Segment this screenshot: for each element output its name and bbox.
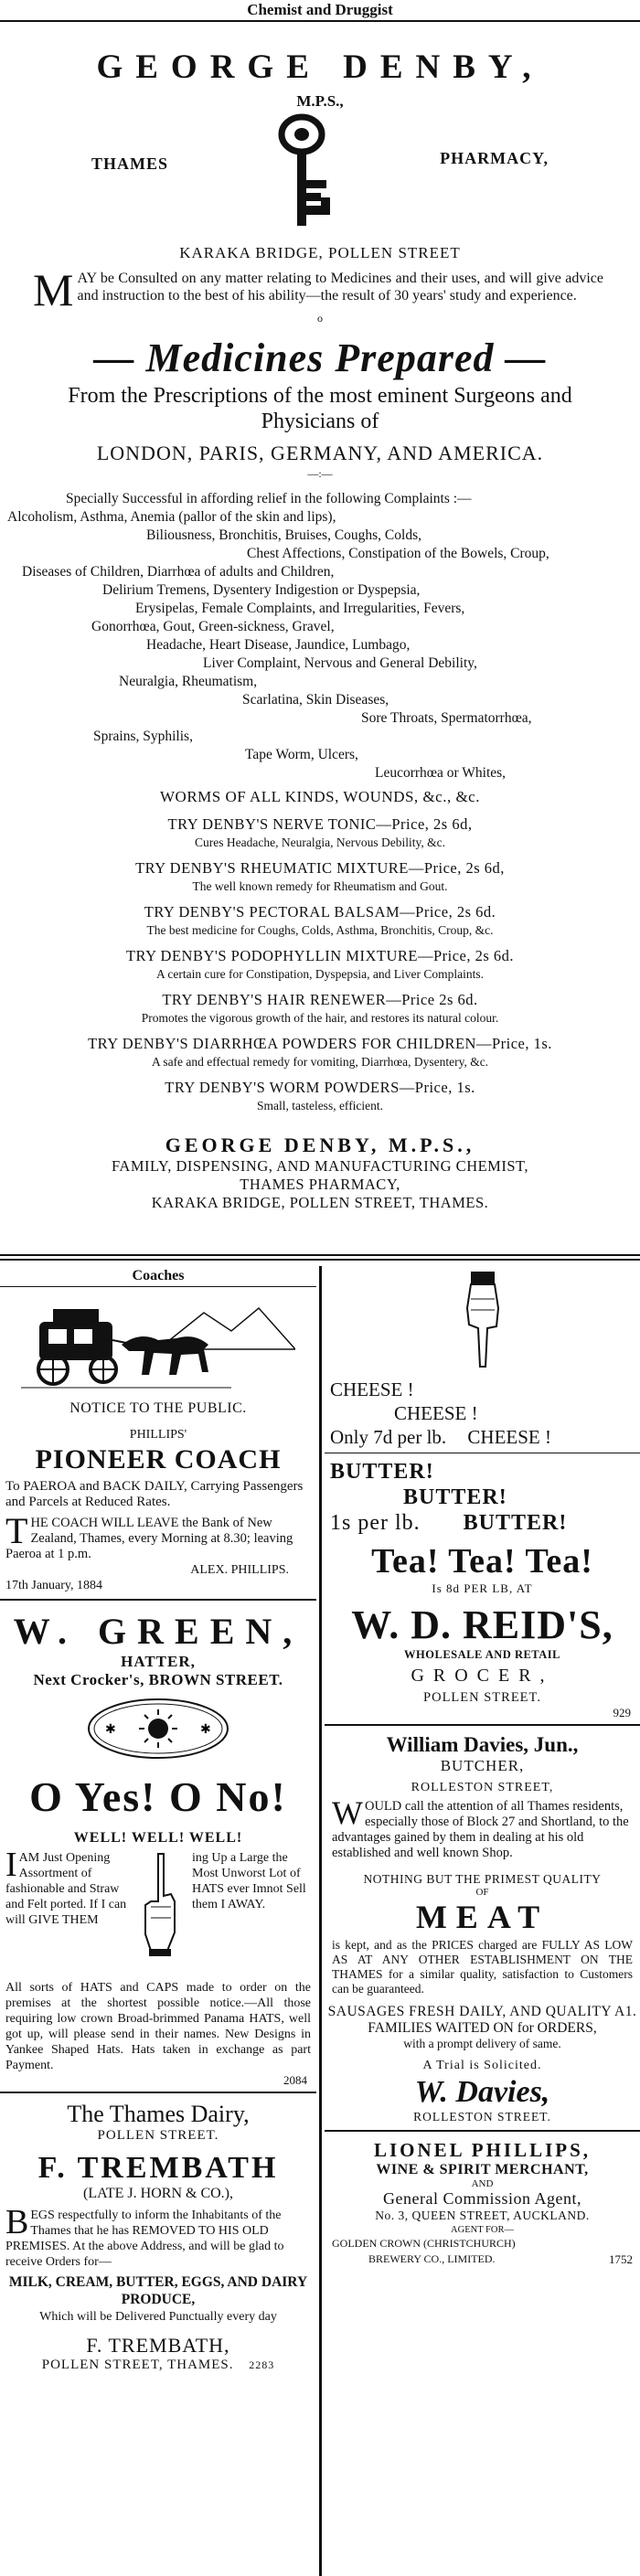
hats-right-text: ing Up a Large the Most Unworst Lot of HATS ever Imnot Sell them I AWAY. — [192, 1851, 306, 1911]
davies-quality: NOTHING BUT THE PRIMEST QUALITY — [363, 1872, 602, 1886]
lionel-agent-for: AGENT FOR— — [451, 2225, 514, 2235]
product-desc: The best medicine for Coughs, Colds, Asthma, Bronchitis, Croup, &c. — [146, 923, 494, 937]
butter-line: BUTTER! — [330, 1460, 434, 1484]
lionel-title: LIONEL PHILLIPS, — [373, 2139, 592, 2161]
product-name: TRY DENBY'S PODOPHYLLIN MIXTURE—Price, 2s 6d. — [125, 947, 515, 964]
meat-headline: MEAT — [415, 1899, 549, 1935]
section-rule — [0, 1254, 640, 1256]
tea-price: Is 8d PER LB, AT — [432, 1581, 533, 1595]
product-desc: A certain cure for Constipation, Dyspepsia, and Liver Complaints. — [155, 967, 485, 981]
coach-illustration — [0, 1294, 316, 1395]
lionel-brewery-text: BREWERY CO., LIMITED. — [368, 2252, 496, 2265]
product-name: TRY DENBY'S PECTORAL BALSAM—Price, 2s 6d. — [144, 903, 496, 921]
product-desc: Promotes the vigorous growth of the hair, and restores its natural colour. — [141, 1011, 499, 1025]
product-item — [0, 859, 640, 894]
denby-address: KARAKA BRIDGE, POLLEN STREET — [179, 244, 461, 261]
prescriptions-line: From the Prescriptions of the most eminent Surgeons and Physicians of — [68, 384, 572, 433]
lionel-wine: WINE & SPIRIT MERCHANT, — [376, 2162, 589, 2177]
separator-o: o — [317, 312, 323, 325]
svg-text:✱: ✱ — [105, 1722, 116, 1737]
trembath-late: (LATE J. HORN & CO.), — [83, 2186, 233, 2201]
product-desc: Small, tasteless, efficient. — [256, 1099, 384, 1112]
davies-title: William Davies, Jun., — [386, 1733, 579, 1756]
drop-cap: M — [33, 264, 74, 315]
column-divider — [319, 1266, 322, 2576]
ad-rule — [325, 1724, 640, 1726]
complaint-line: Alcoholism, Asthma, Anemia (pallor of the skin and lips), — [7, 509, 336, 525]
drop-cap: B — [5, 2203, 29, 2241]
product-name: TRY DENBY'S HAIR RENEWER—Price 2s 6d. — [162, 991, 478, 1008]
section-rule — [0, 1259, 640, 1261]
lionel-and: AND — [471, 2178, 494, 2189]
davies-families: FAMILIES WAITED ON for ORDERS, — [368, 2020, 597, 2036]
complaint-line: Leucorrhœa or Whites, — [375, 765, 507, 781]
denby-footer-line: THAMES PHARMACY, — [240, 1176, 400, 1193]
product-item — [0, 991, 640, 1026]
complaint-line: Erysipelas, Female Complaints, and Irregularities, Fevers, — [135, 601, 465, 616]
pioneer-coach-title: PIONEER COACH — [35, 1444, 282, 1474]
denby-footer-name: GEORGE DENBY, M.P.S., — [165, 1134, 475, 1156]
hats-details: All sorts of HATS and CAPS made to order on the premises at the shortest possible notice.—All those requiring low crown Broad-brimmed Panama HATS, well got up, will please send in their names. New Designs in Yankee Shaped Hats. Hats taken in exchange as part Payment. — [5, 1981, 311, 2072]
dairy-street: POLLEN STREET. — [97, 2128, 219, 2143]
denby-title: GEORGE DENBY, — [96, 48, 544, 86]
complaint-line: Biliousness, Bronchitis, Bruises, Coughs, Colds, — [146, 527, 421, 543]
cheese-word: CHEESE ! — [467, 1426, 551, 1448]
cheese-line: CHEESE ! — [394, 1402, 478, 1424]
reid-title: W. D. REID'S, — [351, 1602, 613, 1647]
denby-mps: M.P.S., — [296, 92, 344, 110]
pointing-hand-icon — [460, 1272, 506, 1372]
phillips-label: PHILLIPS' — [129, 1428, 187, 1442]
cheese-block — [325, 1378, 640, 1449]
svg-text:✱: ✱ — [200, 1722, 211, 1737]
coaches-header: Coaches — [132, 1268, 185, 1283]
product-item — [0, 947, 640, 982]
coach-schedule — [5, 1510, 311, 1562]
davies-paragraph — [332, 1794, 633, 1861]
pharmacy-label: PHARMACY, — [440, 149, 549, 167]
complaint-line: Scarlatina, Skin Diseases, — [242, 692, 389, 708]
pointing-hand-top — [325, 1272, 640, 1372]
lionel-agent: General Commission Agent, — [383, 2189, 581, 2208]
medicines-prepared-title: — Medicines Prepared — — [93, 335, 547, 380]
lionel-address: No. 3, QUEEN STREET, AUCKLAND. — [375, 2209, 590, 2222]
key-icon — [270, 112, 343, 236]
cheese-line: CHEESE ! — [330, 1378, 414, 1400]
separator-small: —:— — [307, 467, 333, 480]
product-desc: Cures Headache, Neuralgia, Nervous Debility, &c. — [195, 836, 445, 849]
coach-signature: ALEX. PHILLIPS. — [190, 1563, 289, 1577]
pointing-hand-icon — [138, 1850, 184, 1960]
oyes-headline: O Yes! O No! — [29, 1773, 287, 1820]
ad-number: 1752 — [609, 2252, 633, 2266]
classifieds-section — [0, 1266, 640, 2576]
sun-badge — [0, 1697, 316, 1765]
butter-price: 1s per lb. — [330, 1511, 421, 1535]
davies-trial: A Trial is Solicited. — [422, 2059, 542, 2072]
davies-sausages: SAUSAGES FRESH DAILY, AND QUALITY A1. — [327, 2004, 637, 2019]
hats-left-body: AM Just Opening Assortment of fashionable and Straw and Felt ported. If I can will GIVE THEM — [5, 1851, 127, 1927]
complaint-line: Tape Worm, Ulcers, — [245, 747, 358, 762]
notice-title: NOTICE TO THE PUBLIC. — [69, 1400, 247, 1416]
hats-columns — [5, 1846, 311, 1976]
consult-text: AY be Consulted on any matter relating to Medicines and their uses, and will give advice and instruction to the best of his ability—the result of 30 years' study and experience. — [77, 271, 603, 303]
product-name: TRY DENBY'S WORM POWDERS—Price, 1s. — [165, 1079, 475, 1096]
coach-route: To PAEROA and BACK DAILY, Carrying Passengers and Parcels at Reduced Rates. — [5, 1479, 304, 1509]
complaint-line: Delirium Tremens, Dysentery Indigestion or Dyspepsia, — [102, 582, 421, 598]
denby-advert — [0, 0, 640, 1248]
section-header: Chemist and Druggist — [247, 1, 393, 18]
cities-line: LONDON, PARIS, GERMANY, AND AMERICA. — [96, 442, 544, 464]
complaint-line: Sore Throats, Spermatorrhœa, — [361, 710, 532, 726]
davies-signature-street: ROLLESTON STREET. — [413, 2110, 551, 2124]
reid-street: POLLEN STREET. — [423, 1690, 541, 1705]
ad-number: 2283 — [249, 2358, 275, 2371]
green-title: W. GREEN, — [13, 1611, 304, 1652]
stagecoach-icon — [21, 1294, 295, 1395]
header-rule — [0, 20, 640, 22]
right-column — [325, 1266, 640, 2267]
butter-word: BUTTER! — [463, 1511, 568, 1535]
ad-number: 929 — [613, 1706, 631, 1719]
dairy-delivery: Which will be Delivered Punctually every day — [39, 2310, 277, 2324]
davies-street: ROLLESTON STREET, — [411, 1781, 554, 1794]
dairy-produce: MILK, CREAM, BUTTER, EGGS, AND DAIRY PRODUCE, — [8, 2274, 308, 2307]
product-item — [0, 903, 640, 938]
davies-of: OF — [475, 1887, 489, 1898]
coaches-rule — [0, 1286, 316, 1287]
sun-icon — [85, 1697, 231, 1761]
product-item — [0, 1079, 640, 1113]
tea-headline: Tea! Tea! Tea! — [371, 1542, 593, 1581]
trembath-address — [0, 2358, 316, 2373]
product-desc: The well known remedy for Rheumatism and Gout. — [192, 879, 448, 893]
key-row — [0, 111, 640, 239]
butter-block — [325, 1459, 640, 1536]
reid-wholesale: WHOLESALE AND RETAIL — [404, 1648, 560, 1661]
drop-cap: W — [332, 1794, 363, 1831]
product-item — [0, 1035, 640, 1070]
butter-line — [330, 1510, 635, 1536]
well-line: WELL! WELL! WELL! — [73, 1830, 243, 1846]
dairy-title: The Thames Dairy, — [67, 2101, 250, 2127]
complaint-line: Headache, Heart Disease, Jaundice, Lumbago, — [146, 637, 411, 653]
trembath-title: F. TREMBATH — [37, 2151, 279, 2185]
lionel-golden-crown: GOLDEN CROWN (CHRISTCHURCH) — [332, 2237, 516, 2250]
complaint-line: Liver Complaint, Nervous and General Debility, — [203, 655, 477, 671]
ad-rule — [0, 1599, 316, 1601]
lionel-brewery — [332, 2252, 633, 2267]
trembath-address-text: POLLEN STREET, THAMES. — [41, 2358, 234, 2372]
green-trade: HATTER, — [121, 1653, 196, 1670]
davies-prompt: with a prompt delivery of same. — [403, 2037, 561, 2050]
davies-signature: W. Davies, — [414, 2075, 550, 2109]
ad-number: 2084 — [283, 2073, 307, 2087]
denby-footer-line: FAMILY, DISPENSING, AND MANUFACTURING CHEMIST, — [111, 1157, 529, 1175]
complaint-line: Sprains, Syphilis, — [93, 729, 193, 744]
coach-date: 17th January, 1884 — [5, 1579, 103, 1592]
cheese-price: Only 7d per lb. — [330, 1426, 447, 1448]
ad-rule — [0, 2092, 316, 2093]
thames-label: THAMES — [91, 154, 169, 173]
green-address: Next Crocker's, BROWN STREET. — [33, 1671, 283, 1688]
drop-cap: I — [5, 1846, 17, 1884]
product-item — [0, 815, 640, 850]
complaint-line: Neuralgia, Rheumatism, — [119, 674, 258, 689]
product-name: TRY DENBY'S NERVE TONIC—Price, 2s 6d, — [167, 815, 473, 833]
dairy-paragraph — [5, 2203, 311, 2270]
ad-rule — [325, 2130, 640, 2132]
davies-trade: BUTCHER, — [440, 1757, 525, 1774]
left-column — [0, 1266, 316, 2373]
consult-paragraph — [33, 264, 603, 315]
complaint-line: Diseases of Children, Diarrhœa of adults and Children, — [22, 564, 335, 580]
product-name: TRY DENBY'S DIARRHŒA POWDERS FOR CHILDREN—Price, 1s. — [88, 1035, 552, 1052]
drop-cap: T — [5, 1510, 28, 1551]
hats-left-text — [5, 1846, 129, 1928]
coach-schedule-text: HE COACH WILL LEAVE the Bank of New Zealand, Thames, every Morning at 8.30; leaving Paeroa at 1 p.m. — [5, 1516, 293, 1561]
reid-grocer: GROCER, — [411, 1666, 554, 1686]
trembath-signature: F. TREMBATH, — [86, 2334, 230, 2357]
product-name: TRY DENBY'S RHEUMATIC MIXTURE—Price, 2s 6d, — [135, 859, 505, 877]
complaint-line: Gonorrhœa, Gout, Green-sickness, Gravel, — [91, 619, 335, 634]
product-desc: A safe and effectual remedy for vomiting, Diarrhœa, Dysentery, &c. — [151, 1055, 489, 1069]
complaint-line: Chest Affections, Constipation of the Bowels, Croup, — [247, 546, 549, 561]
davies-prices: is kept, and as the PRICES charged are FULLY AS LOW AS AT ANY OTHER ESTABLISHMENT ON THE THAMES for a similar quality, satisfaction to Customers can be guaranteed. — [332, 1938, 633, 1996]
dairy-text: EGS respectfully to inform the Inhabitants of the Thames that he has REMOVED TO HIS OLD PREMISES. At the above Address, and will be glad to receive Orders for— — [5, 2209, 284, 2269]
worms-line: WORMS OF ALL KINDS, WOUNDS, &c., &c. — [160, 788, 480, 805]
davies-text: OULD call the attention of all Thames residents, especially those of Block 27 and Shortland, to the advantages gained by them in dealing at his old established and well known Shop. — [332, 1799, 629, 1860]
denby-footer-line: KARAKA BRIDGE, POLLEN STREET, THAMES. — [151, 1194, 489, 1211]
complaint-line: Specially Successful in affording relief in the following Complaints :— — [66, 491, 472, 506]
complaints-list — [0, 490, 640, 782]
butter-line: BUTTER! — [403, 1485, 507, 1509]
cheese-line — [330, 1425, 635, 1449]
